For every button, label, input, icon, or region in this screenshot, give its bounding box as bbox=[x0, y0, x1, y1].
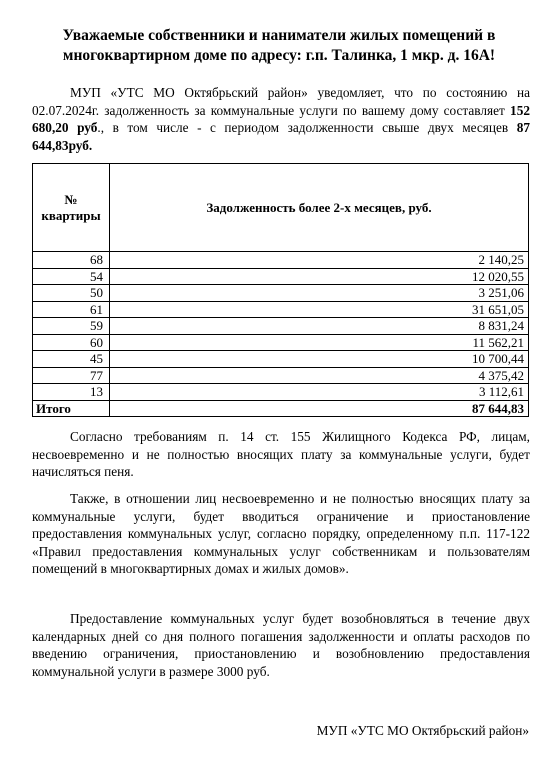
amount-cell: 31 651,05 bbox=[110, 301, 529, 318]
apartment-cell: 54 bbox=[33, 268, 110, 285]
apartment-cell: 45 bbox=[33, 351, 110, 368]
apartment-cell: 61 bbox=[33, 301, 110, 318]
document-title: Уважаемые собственники и наниматели жилых помещений в многоквартирном доме по адресу: г.п. Талинка, 1 мкр. д. 16А! bbox=[62, 27, 496, 64]
restriction-paragraph: Также, в отношении лиц несвоевременно и не полностью вносящих плату за коммунальные услуги, будет вводиться ограничение и приостановление предоставления коммунальных услуг, согласно порядку, определенному п.п. 117-122 «Правил предоставления коммунальных услуг собственникам и пользователям помещений в многоквартирных домах и жилых домов». bbox=[32, 491, 530, 576]
total-label: Итого bbox=[33, 400, 110, 417]
signature: МУП «УТС МО Октябрьский район» bbox=[316, 723, 529, 738]
amount-column-header: Задолженность более 2-х месяцев, руб. bbox=[110, 164, 529, 252]
apartment-cell: 50 bbox=[33, 285, 110, 302]
overdue-debt-value: 87 644,83руб. bbox=[32, 120, 530, 153]
amount-cell: 12 020,55 bbox=[110, 268, 529, 285]
table-row bbox=[33, 268, 529, 285]
amount-cell: 10 700,44 bbox=[110, 351, 529, 368]
penalty-paragraph: Согласно требованиям п. 14 ст. 155 Жилищного Кодекса РФ, лицам, несвоевременно и не полностью вносящих плату за коммунальные услуги, будет начисляться пеня. bbox=[32, 429, 530, 479]
apartment-cell: 68 bbox=[33, 252, 110, 269]
intro-text-2: ., в том числе - с периодом задолженности свыше двух месяцев bbox=[97, 120, 517, 135]
table-row bbox=[33, 318, 529, 335]
table-row bbox=[33, 384, 529, 401]
apartment-cell: 59 bbox=[33, 318, 110, 335]
amount-cell: 8 831,24 bbox=[110, 318, 529, 335]
apartment-cell: 77 bbox=[33, 367, 110, 384]
amount-cell: 2 140,25 bbox=[110, 252, 529, 269]
amount-cell: 3 112,61 bbox=[110, 384, 529, 401]
resumption-paragraph: Предоставление коммунальных услуг будет возобновляться в течение двух календарных дней со дня полного погашения задолженности и оплаты расходов по введению ограничения, приостановлению и возобновлению предоставления коммунальной услуги в размере 3000 руб. bbox=[32, 611, 530, 679]
amount-cell: 4 375,42 bbox=[110, 367, 529, 384]
intro-paragraph bbox=[32, 84, 530, 154]
table-row bbox=[33, 351, 529, 368]
amount-cell: 3 251,06 bbox=[110, 285, 529, 302]
total-debt-value: 152 680,20 руб bbox=[32, 102, 530, 135]
debt-table bbox=[32, 163, 529, 417]
table-row bbox=[33, 285, 529, 302]
table-row bbox=[33, 252, 529, 269]
debt-table-body bbox=[33, 252, 529, 417]
total-amount: 87 644,83 bbox=[110, 400, 529, 417]
apartment-cell: 13 bbox=[33, 384, 110, 401]
table-row bbox=[33, 367, 529, 384]
table-row bbox=[33, 301, 529, 318]
intro-text-1: МУП «УТС МО Октябрьский район» уведомляет, что по состоянию на 02.07.2024г. задолженность за коммунальные услуги по вашему дому составляет bbox=[32, 85, 530, 118]
table-row bbox=[33, 334, 529, 351]
apartment-column-header: № квартиры bbox=[33, 164, 110, 252]
amount-cell: 11 562,21 bbox=[110, 334, 529, 351]
total-row bbox=[33, 400, 529, 417]
table-header-row bbox=[33, 164, 529, 252]
apartment-cell: 60 bbox=[33, 334, 110, 351]
